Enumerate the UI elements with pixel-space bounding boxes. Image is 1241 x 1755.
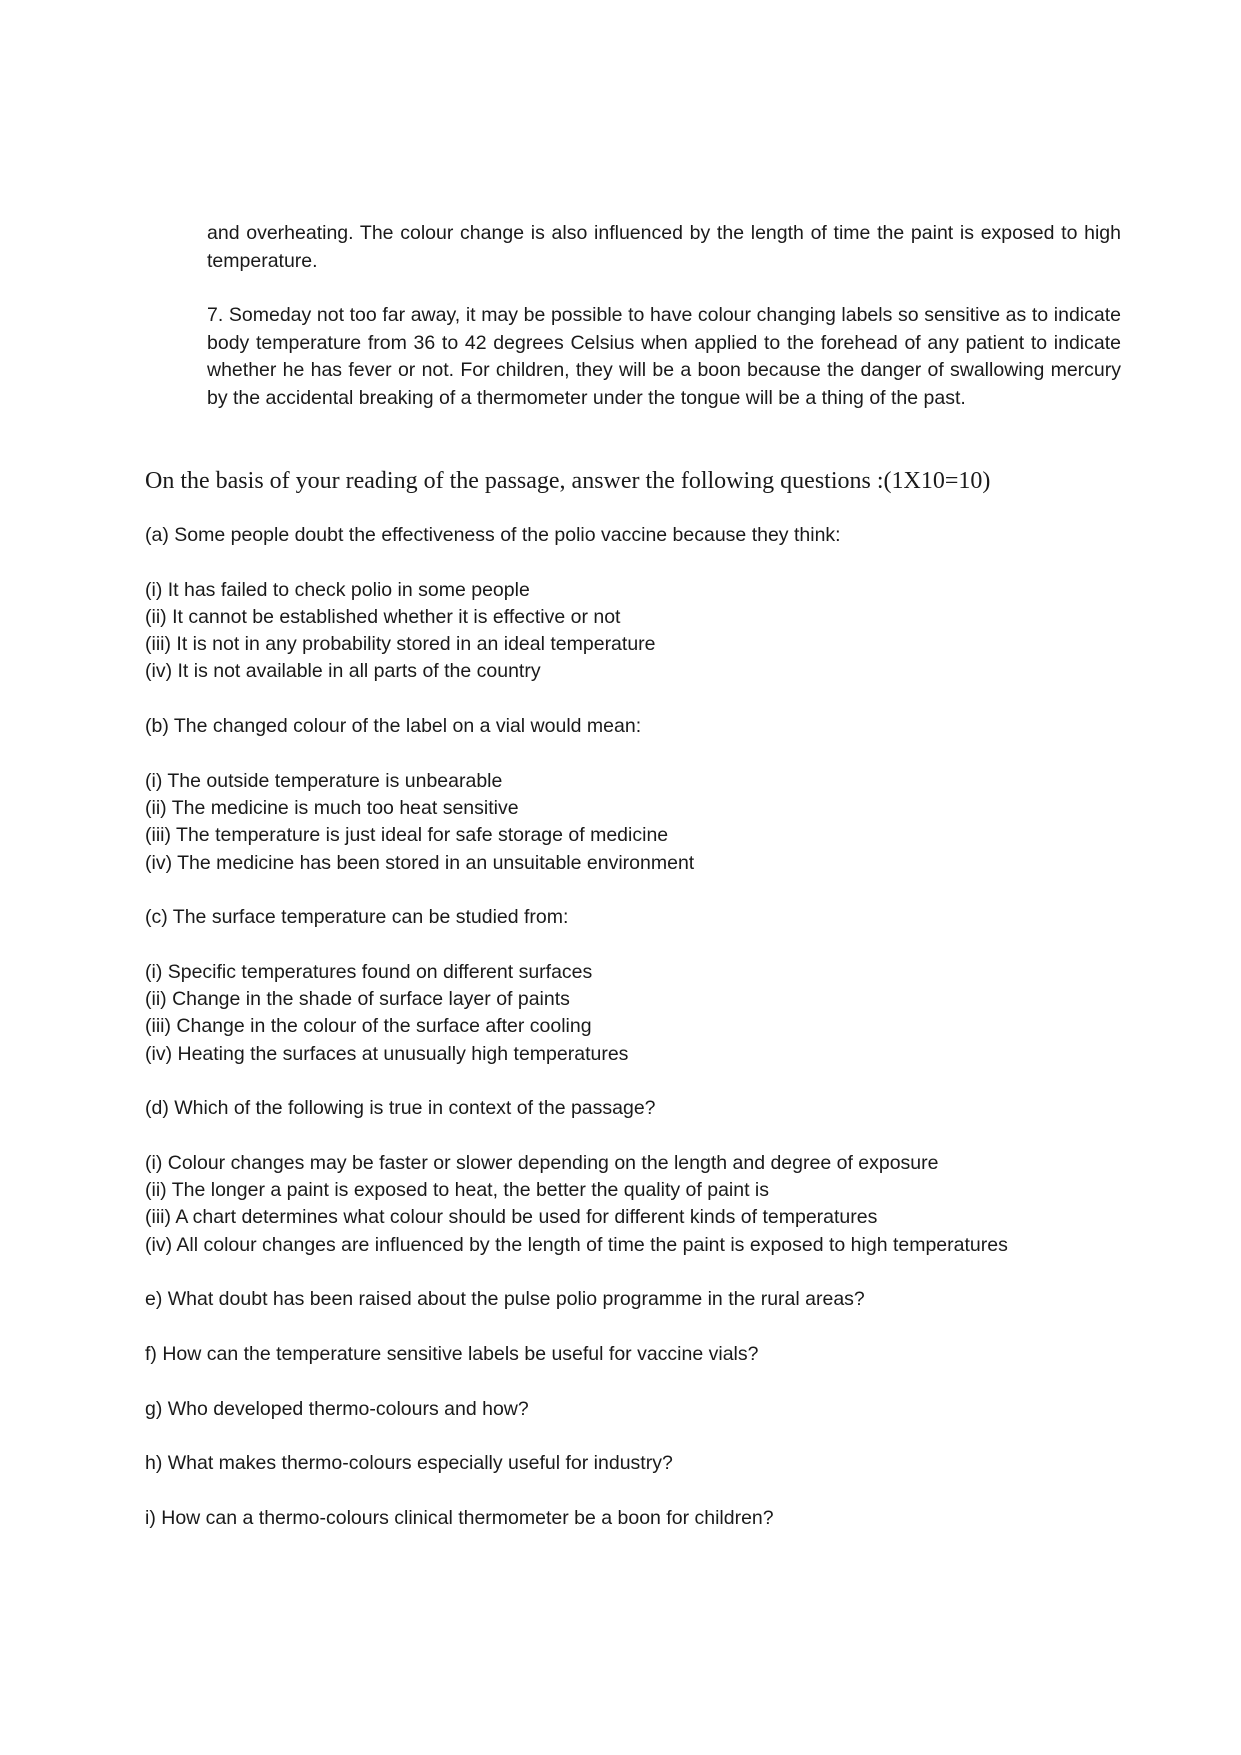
option-item: (ii) The medicine is much too heat sensitive xyxy=(145,796,519,819)
option-list xyxy=(145,1150,1125,1259)
question-f: f) How can the temperature sensitive labels be useful for vaccine vials? xyxy=(145,1342,759,1365)
passage-paragraph-6: and overheating. The colour change is also influenced by the length of time the paint is exposed to high temperature. xyxy=(207,222,1121,272)
question-stem: (d) Which of the following is true in context of the passage? xyxy=(145,1097,656,1120)
option-list xyxy=(145,959,1125,1068)
questions-section xyxy=(145,522,1125,1559)
passage xyxy=(207,220,1121,412)
option-item: (i) It has failed to check polio in some people xyxy=(145,578,530,601)
option-item: (iii) A chart determines what colour should be used for different kinds of temperatures xyxy=(145,1206,878,1229)
option-item: (iii) The temperature is just ideal for safe storage of medicine xyxy=(145,824,669,847)
option-item: (iii) Change in the colour of the surface after cooling xyxy=(145,1015,592,1038)
option-item: (i) Specific temperatures found on different surfaces xyxy=(145,960,593,983)
option-item: (iv) All colour changes are influenced by the length of time the paint is exposed to high temperatures xyxy=(145,1233,1008,1256)
question-stem: (b) The changed colour of the label on a vial would mean: xyxy=(145,715,642,738)
option-item: (iii) It is not in any probability stored in an ideal temperature xyxy=(145,633,656,656)
option-item: (ii) It cannot be established whether it is effective or not xyxy=(145,605,621,628)
question-h: h) What makes thermo-colours especially useful for industry? xyxy=(145,1452,673,1475)
question-b xyxy=(145,713,1125,877)
questions-instructions: On the basis of your reading of the passage, answer the following questions :(1X10=10) xyxy=(145,468,991,494)
question-i: i) How can a thermo-colours clinical thermometer be a boon for children? xyxy=(145,1506,774,1529)
question-stem: (c) The surface temperature can be studied from: xyxy=(145,906,569,929)
option-item: (iv) The medicine has been stored in an unsuitable environment xyxy=(145,851,695,874)
question-e: e) What doubt has been raised about the pulse polio programme in the rural areas? xyxy=(145,1288,865,1311)
option-list xyxy=(145,577,1125,686)
question-g: g) Who developed thermo-colours and how? xyxy=(145,1397,529,1420)
passage-paragraph-7: 7. Someday not too far away, it may be possible to have colour changing labels so sensitive as to indicate body temperature from 36 to 42 degrees Celsius when applied to the forehead of any patient to indicate whether he has fever or not. For children, they will be a boon because the danger of swallowing mercury by the accidental breaking of a thermometer under the tongue will be a thing of the past. xyxy=(207,304,1121,409)
question-d xyxy=(145,1095,1125,1259)
option-item: (iv) Heating the surfaces at unusually high temperatures xyxy=(145,1042,629,1065)
option-item: (i) Colour changes may be faster or slower depending on the length and degree of exposure xyxy=(145,1151,939,1174)
option-item: (i) The outside temperature is unbearable xyxy=(145,769,503,792)
option-item: (ii) Change in the shade of surface layer of paints xyxy=(145,988,570,1011)
option-list xyxy=(145,768,1125,877)
option-item: (ii) The longer a paint is exposed to heat, the better the quality of paint is xyxy=(145,1179,770,1202)
option-item: (iv) It is not available in all parts of the country xyxy=(145,660,541,683)
question-stem: (a) Some people doubt the effectiveness of the polio vaccine because they think: xyxy=(145,524,841,546)
question-c xyxy=(145,904,1125,1068)
question-a xyxy=(145,522,1125,686)
